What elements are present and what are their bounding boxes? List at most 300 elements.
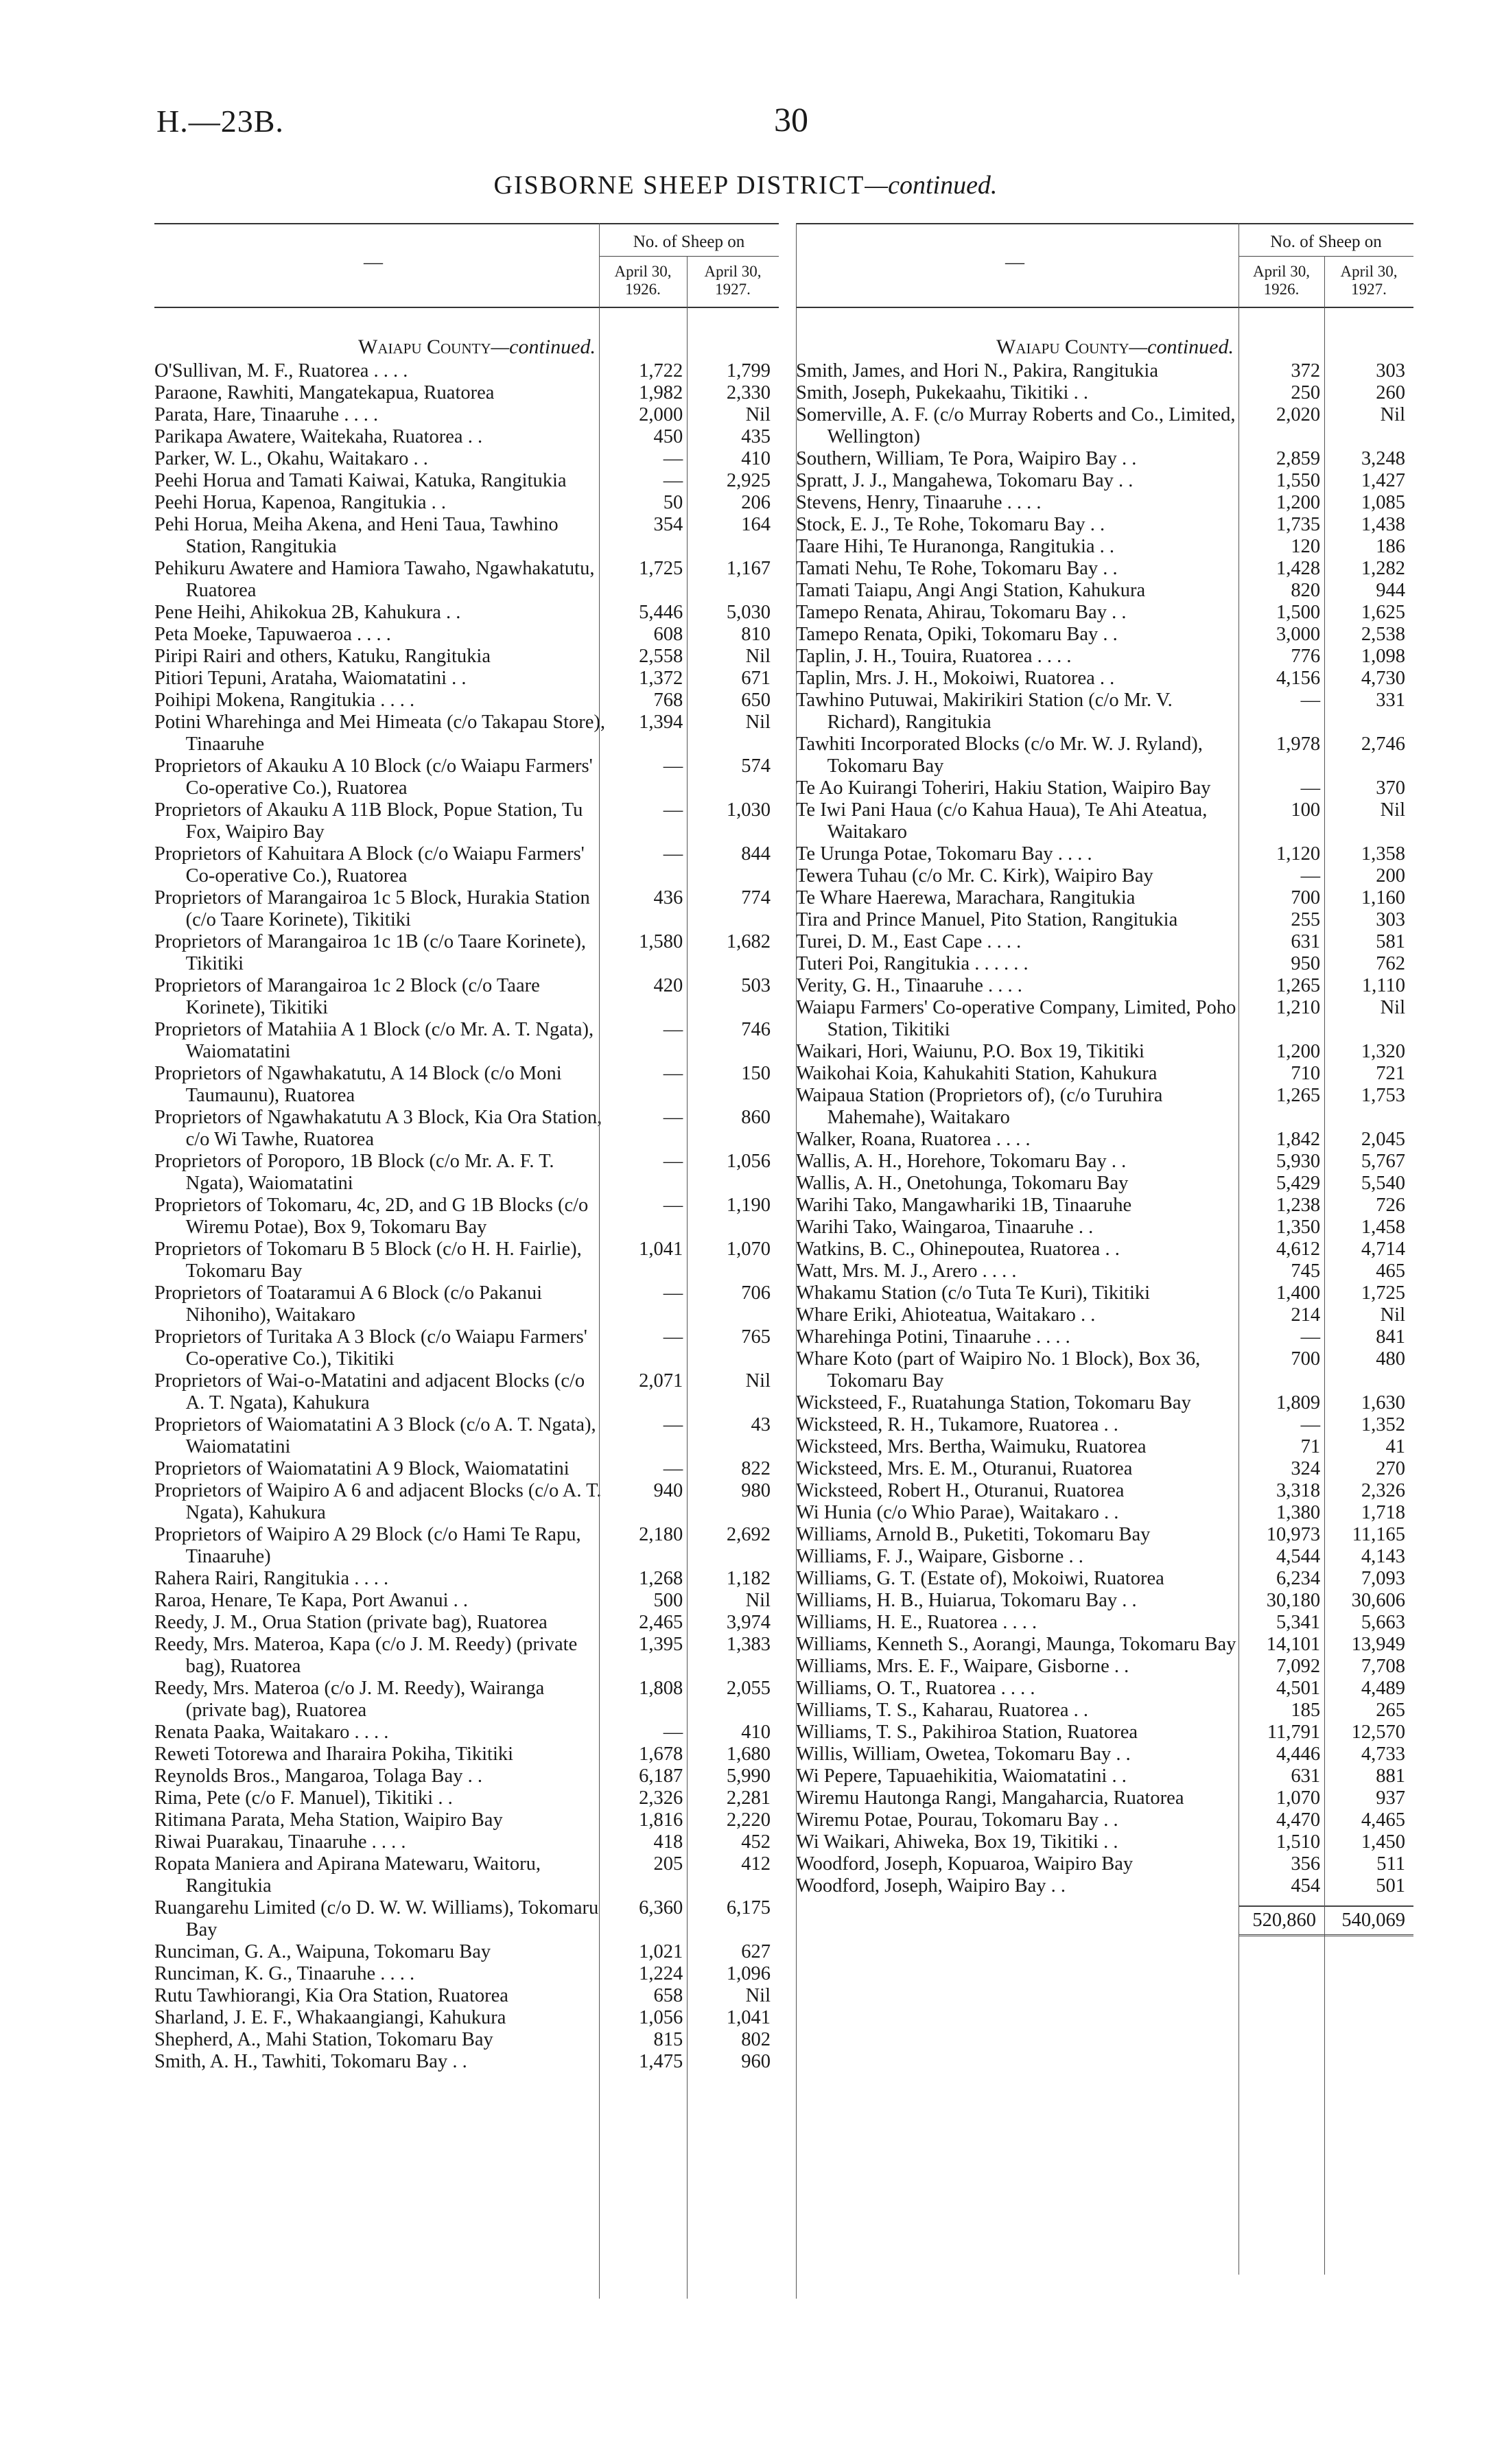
sheep-1927: 412 [741, 1853, 771, 1875]
sheep-1926: 1,978 [1276, 734, 1321, 755]
sheep-1926: — [663, 1282, 683, 1304]
table-row [796, 558, 1413, 580]
header-group-rule [599, 256, 779, 257]
table-row [796, 1853, 1413, 1875]
table-row [796, 360, 1413, 382]
table-row [154, 1897, 779, 1941]
sheep-1926: 1,809 [1276, 1392, 1321, 1413]
sheep-1927: 1,799 [726, 360, 771, 382]
table-row [154, 360, 779, 382]
sheep-1926: — [1300, 690, 1321, 711]
owner-name: Williams, T. S., Pakihiroa Station, Ruatorea [796, 1722, 1138, 1743]
table-row [796, 1063, 1413, 1085]
sheep-1926: 1,210 [1276, 997, 1321, 1018]
owner-name: Reynolds Bros., Mangaroa, Tolaga Bay . . [154, 1765, 482, 1787]
sheep-1927: 5,990 [726, 1765, 771, 1787]
owner-name: Pene Heihi, Ahikokua 2B, Kahukura . . [154, 602, 461, 623]
sheep-1926: 1,428 [1276, 558, 1321, 579]
sheep-1927: 841 [1376, 1326, 1405, 1348]
table-row [796, 1524, 1413, 1546]
left-rows [154, 360, 779, 2073]
table-row [796, 1546, 1413, 1568]
header-dash: — [1005, 252, 1024, 273]
sheep-1926: 1,265 [1276, 1085, 1321, 1106]
sheep-1926: 1,725 [639, 558, 683, 579]
sheep-1927: 270 [1376, 1458, 1405, 1479]
table-row [796, 799, 1413, 843]
table-row [154, 514, 779, 558]
sheep-1927: 410 [741, 448, 771, 469]
table-row [796, 1502, 1413, 1524]
sheep-1927: 164 [741, 514, 771, 535]
right-column [796, 223, 1413, 1936]
owner-name: Proprietors of Akauku A 10 Block (c/o Waiapu Farmers' Co-operative Co.), Ruatorea [154, 755, 593, 799]
owner-name: Proprietors of Wai-o-Matatini and adjacent Blocks (c/o A. T. Ngata), Kahukura [154, 1370, 585, 1413]
sheep-1926: 1,735 [1276, 514, 1321, 535]
owner-name: Pitiori Tepuni, Arataha, Waiomatatini . . [154, 668, 467, 689]
table-row [154, 1107, 779, 1151]
table-row [154, 2007, 779, 2029]
table-row [154, 646, 779, 668]
sheep-1926: 250 [1291, 382, 1321, 403]
owner-name: Southern, William, Te Pora, Waipiro Bay . . [796, 448, 1137, 469]
table-row [796, 1831, 1413, 1853]
table-row [796, 734, 1413, 777]
owner-name: Proprietors of Marangairoa 1c 2 Block (c/o Taare Korinete), Tikitiki [154, 975, 540, 1018]
sheep-1926: 454 [1291, 1875, 1321, 1897]
sheep-1926: — [1300, 777, 1321, 799]
table-row [796, 1590, 1413, 1612]
owner-name: O'Sullivan, M. F., Ruatorea . . . . [154, 360, 408, 382]
sheep-1926: 1,021 [639, 1941, 683, 1962]
owner-name: Wicksteed, R. H., Tukamore, Ruatorea . . [796, 1414, 1118, 1435]
table-row [796, 1392, 1413, 1414]
owner-name: Te Ao Kuirangi Toheriri, Hakiu Station, Waipiro Bay [796, 777, 1211, 799]
sheep-1927: 265 [1376, 1700, 1405, 1721]
sheep-1926: 2,859 [1276, 448, 1321, 469]
sheep-1927: 1,041 [726, 2007, 771, 2028]
table-row [796, 1875, 1413, 1897]
sheep-1926: 1,200 [1276, 1041, 1321, 1062]
sheep-1926: 1,070 [1276, 1787, 1321, 1809]
table-row [796, 1173, 1413, 1195]
document-reference: H.—23B. [156, 104, 284, 139]
owner-name: Tamati Taiapu, Angi Angi Station, Kahukura [796, 580, 1146, 601]
owner-name: Wharehinga Potini, Tinaaruhe . . . . [796, 1326, 1070, 1348]
sheep-1926: 940 [653, 1480, 683, 1501]
sheep-1927: 765 [741, 1326, 771, 1348]
sheep-1926: 631 [1291, 931, 1321, 952]
sheep-1926: 356 [1291, 1853, 1321, 1875]
sheep-1927: Nil [1380, 997, 1405, 1018]
sheep-1926: — [663, 1326, 683, 1348]
table-header [796, 224, 1413, 308]
owner-name: Wicksteed, Mrs. Bertha, Waimuku, Ruatorea [796, 1436, 1147, 1457]
column-divider [796, 223, 797, 2299]
sheep-1926: 745 [1291, 1260, 1321, 1282]
sheep-1926: 4,156 [1276, 668, 1321, 689]
sheep-1927: 3,248 [1361, 448, 1405, 469]
owner-name: Parikapa Awatere, Waitekaha, Ruatorea . . [154, 426, 483, 447]
sheep-1927: 1,438 [1361, 514, 1405, 535]
owner-name: Willis, William, Owetea, Tokomaru Bay . . [796, 1744, 1131, 1765]
owner-name: Parker, W. L., Okahu, Waitakaro . . [154, 448, 428, 469]
sheep-1926: — [663, 1458, 683, 1479]
owner-name: Peta Moeke, Tapuwaeroa . . . . [154, 624, 391, 645]
sheep-1926: 1,200 [1276, 492, 1321, 513]
sheep-1926: 6,234 [1276, 1568, 1321, 1589]
sheep-1926: 1,238 [1276, 1195, 1321, 1216]
table-row [796, 1656, 1413, 1678]
sheep-1926: 1,808 [639, 1678, 683, 1699]
table-row [796, 1217, 1413, 1239]
owner-name: Spratt, J. J., Mangahewa, Tokomaru Bay . . [796, 470, 1134, 491]
table-row [796, 404, 1413, 448]
table-row [154, 1941, 779, 1963]
sheep-1927: 41 [1385, 1436, 1405, 1457]
sheep-1927: 2,055 [726, 1678, 771, 1699]
table-row [154, 1524, 779, 1568]
table-row [796, 843, 1413, 865]
sheep-1927: 2,925 [726, 470, 771, 491]
header-col-1926: April 30, 1926. [1252, 263, 1311, 298]
table-row [154, 2029, 779, 2051]
sheep-1926: 1,394 [639, 712, 683, 733]
sheep-1926: 1,550 [1276, 470, 1321, 491]
owner-name: Williams, F. J., Waipare, Gisborne . . [796, 1546, 1083, 1567]
owner-name: Tamati Nehu, Te Rohe, Tokomaru Bay . . [796, 558, 1118, 579]
owner-name: Smith, James, and Hori N., Pakira, Rangitukia [796, 360, 1158, 382]
sheep-1926: — [663, 1195, 683, 1216]
owner-name: Woodford, Joseph, Kopuaroa, Waipiro Bay [796, 1853, 1134, 1875]
sheep-1926: 1,395 [639, 1634, 683, 1655]
owner-name: Reedy, J. M., Orua Station (private bag), Ruatorea [154, 1612, 548, 1633]
sheep-1927: 860 [741, 1107, 771, 1128]
owner-name: Tawhiti Incorporated Blocks (c/o Mr. W. J. Ryland), Tokomaru Bay [796, 734, 1203, 777]
table-row [154, 712, 779, 755]
table-row [796, 931, 1413, 953]
sheep-1926: 10,973 [1266, 1524, 1321, 1545]
sheep-1927: Nil [745, 646, 771, 667]
owner-name: Proprietors of Waipiro A 6 and adjacent Blocks (c/o A. T. Ngata), Kahukura [154, 1480, 602, 1523]
page-number: 30 [774, 100, 808, 139]
sheep-1927: 206 [741, 492, 771, 513]
table-row [796, 1326, 1413, 1348]
sheep-1926: 1,816 [639, 1809, 683, 1831]
sheep-1927: 503 [741, 975, 771, 996]
sheep-1927: 1,096 [726, 1963, 771, 1984]
owner-name: Taare Hihi, Te Huranonga, Rangitukia . . [796, 536, 1115, 557]
title-main: GISBORNE SHEEP DISTRICT [493, 171, 865, 200]
sheep-1927: 726 [1376, 1195, 1405, 1216]
sheep-1927: 200 [1376, 865, 1405, 887]
sheep-1927: 43 [751, 1414, 771, 1435]
sheep-1926: 1,224 [639, 1963, 683, 1984]
sheep-1927: 370 [1376, 777, 1405, 799]
table-row [796, 580, 1413, 602]
sheep-1926: 768 [653, 690, 683, 711]
sheep-1926: 2,180 [639, 1524, 683, 1545]
sheep-1927: 2,326 [1361, 1480, 1405, 1501]
sheep-1927: 2,281 [726, 1787, 771, 1809]
sheep-1927: 881 [1376, 1765, 1405, 1787]
sheep-1926: 658 [653, 1985, 683, 2006]
owner-name: Taplin, Mrs. J. H., Mokoiwi, Ruatorea . . [796, 668, 1115, 689]
sheep-1927: 774 [741, 887, 771, 908]
table-row [796, 1041, 1413, 1063]
sheep-1926: 4,470 [1276, 1809, 1321, 1831]
table-row [154, 975, 779, 1019]
table-row [796, 777, 1413, 799]
sheep-1927: 1,753 [1361, 1085, 1405, 1106]
sheep-1927: 5,663 [1361, 1612, 1405, 1633]
owner-name: Williams, H. B., Huiarua, Tokomaru Bay . . [796, 1590, 1137, 1611]
table-row [154, 1678, 779, 1722]
owner-name: Peehi Horua and Tamati Kaiwai, Katuka, Rangitukia [154, 470, 567, 491]
table-row [154, 1239, 779, 1282]
sheep-1926: 1,475 [639, 2051, 683, 2072]
sheep-1926: 11,791 [1267, 1722, 1321, 1743]
sheep-1927: 2,045 [1361, 1129, 1405, 1150]
sheep-1927: Nil [745, 712, 771, 733]
sheep-1927: 2,692 [726, 1524, 771, 1545]
table-row [796, 492, 1413, 514]
header-col-1927: April 30, 1927. [704, 263, 762, 298]
sheep-1927: Nil [745, 1985, 771, 2006]
header-group-label: No. of Sheep on [1270, 233, 1382, 251]
sheep-1926: — [663, 755, 683, 777]
owner-name: Raroa, Henare, Te Kapa, Port Awanui . . [154, 1590, 469, 1611]
sheep-1926: 1,580 [639, 931, 683, 952]
sheep-1926: 631 [1291, 1765, 1321, 1787]
sheep-1927: 627 [741, 1941, 771, 1962]
table-row [796, 536, 1413, 558]
owner-name: Waipaua Station (Proprietors of), (c/o Turuhira Mahemahe), Waitakaro [796, 1085, 1163, 1128]
owner-name: Wi Pepere, Tapuaehikitia, Waiomatatini . . [796, 1765, 1127, 1787]
sheep-1927: 3,974 [726, 1612, 771, 1633]
sheep-1926: 418 [653, 1831, 683, 1853]
owner-name: Turei, D. M., East Cape . . . . [796, 931, 1022, 952]
table-row [154, 1414, 779, 1458]
owner-name: Poihipi Mokena, Rangitukia . . . . [154, 690, 415, 711]
sheep-1927: 1,458 [1361, 1217, 1405, 1238]
table-row [796, 909, 1413, 931]
table-row [796, 1304, 1413, 1326]
sheep-1926: — [663, 1722, 683, 1743]
sheep-1926: 2,020 [1276, 404, 1321, 425]
owner-name: Verity, G. H., Tinaaruhe . . . . [796, 975, 1022, 996]
table-row [154, 1612, 779, 1634]
sheep-1927: 1,070 [726, 1239, 771, 1260]
sheep-1927: 1,056 [726, 1151, 771, 1172]
sheep-1926: 1,842 [1276, 1129, 1321, 1150]
header-dash: — [364, 252, 383, 273]
sheep-1927: 944 [1376, 580, 1405, 601]
column-divider [1324, 256, 1325, 2275]
owner-name: Waiapu Farmers' Co-operative Company, Limited, Poho Station, Tikitiki [796, 997, 1236, 1040]
table-row [154, 755, 779, 799]
sheep-1927: 30,606 [1351, 1590, 1405, 1611]
owner-name: Somerville, A. F. (c/o Murray Roberts and Co., Limited, Wellington) [796, 404, 1236, 447]
owner-name: Proprietors of Ngawhakatutu, A 14 Block (c/o Moni Taumaunu), Ruatorea [154, 1063, 562, 1106]
sheep-1927: 844 [741, 843, 771, 865]
sheep-1927: Nil [1380, 799, 1405, 821]
sheep-1926: — [663, 843, 683, 865]
sheep-1927: 746 [741, 1019, 771, 1040]
owner-name: Proprietors of Toataramui A 6 Block (c/o Pakanui Nihoniho), Waitakaro [154, 1282, 543, 1326]
owner-name: Proprietors of Ngawhakatutu A 3 Block, Kia Ora Station, c/o Wi Tawhe, Ruatorea [154, 1107, 602, 1150]
owner-name: Peehi Horua, Kapenoa, Rangitukia . . [154, 492, 447, 513]
owner-name: Renata Paaka, Waitakaro . . . . [154, 1722, 389, 1743]
owner-name: Reedy, Mrs. Materoa (c/o J. M. Reedy), Wairanga (private bag), Ruatorea [154, 1678, 545, 1721]
table-row [796, 1700, 1413, 1722]
header-group-rule [1238, 256, 1413, 257]
sheep-1926: 1,510 [1276, 1831, 1321, 1853]
owner-name: Williams, H. E., Ruatorea . . . . [796, 1612, 1037, 1633]
sheep-1926: 2,326 [639, 1787, 683, 1809]
sheep-1926: 1,120 [1276, 843, 1321, 865]
sheep-1927: 822 [741, 1458, 771, 1479]
sheep-1927: 671 [741, 668, 771, 689]
sheep-1927: Nil [745, 1590, 771, 1611]
sheep-1926: 1,678 [639, 1744, 683, 1765]
owner-name: Pehi Horua, Meiha Akena, and Heni Taua, Tawhino Station, Rangitukia [154, 514, 559, 557]
table-row [796, 382, 1413, 404]
sheep-1926: 4,501 [1276, 1678, 1321, 1699]
table-row [154, 1634, 779, 1678]
sheep-1926: 2,071 [639, 1370, 683, 1392]
sheep-1927: 1,725 [1361, 1282, 1405, 1304]
table-row [154, 1063, 779, 1107]
table-row [154, 1282, 779, 1326]
sheep-1927: 4,489 [1361, 1678, 1405, 1699]
owner-name: Runciman, K. G., Tinaaruhe . . . . [154, 1963, 415, 1984]
sheep-1926: 214 [1291, 1304, 1321, 1326]
owner-name: Rima, Pete (c/o F. Manuel), Tikitiki . . [154, 1787, 453, 1809]
table-row [796, 448, 1413, 470]
sheep-1927: 501 [1376, 1875, 1405, 1897]
totals-row [796, 1905, 1413, 1936]
sheep-1926: 100 [1291, 799, 1321, 821]
table-header [154, 224, 779, 308]
table-row [154, 1809, 779, 1831]
sheep-1927: 1,030 [726, 799, 771, 821]
table-row [796, 1678, 1413, 1700]
table-row [796, 646, 1413, 668]
sheep-1926: 5,446 [639, 602, 683, 623]
sheep-1927: 6,175 [726, 1897, 771, 1919]
owner-name: Williams, O. T., Ruatorea . . . . [796, 1678, 1035, 1699]
table-row [796, 1282, 1413, 1304]
owner-name: Reedy, Mrs. Materoa, Kapa (c/o J. M. Reedy) (private bag), Ruatorea [154, 1634, 578, 1677]
table-row [796, 1787, 1413, 1809]
sheep-1926: — [663, 1063, 683, 1084]
sheep-1926: 1,400 [1276, 1282, 1321, 1304]
sheep-1926: 1,350 [1276, 1217, 1321, 1238]
sheep-1927: Nil [745, 1370, 771, 1392]
owner-name: Ropata Maniera and Apirana Matewaru, Waitoru, Rangitukia [154, 1853, 541, 1897]
sheep-1926: 2,465 [639, 1612, 683, 1633]
table-row [154, 668, 779, 690]
header-col-1926: April 30, 1926. [614, 263, 672, 298]
owner-name: Te Whare Haerewa, Marachara, Rangitukia [796, 887, 1136, 908]
sheep-1926: — [663, 1414, 683, 1435]
table-row [154, 2051, 779, 2073]
table-row [154, 1480, 779, 1524]
sheep-1927: 7,093 [1361, 1568, 1405, 1589]
owner-name: Proprietors of Waiomatatini A 3 Block (c/o A. T. Ngata), Waiomatatini [154, 1414, 596, 1457]
owner-name: Te Urunga Potae, Tokomaru Bay . . . . [796, 843, 1092, 865]
table-row [154, 1195, 779, 1239]
table-row [154, 887, 779, 931]
sheep-1927: 4,714 [1361, 1239, 1405, 1260]
table-row [796, 1568, 1413, 1590]
sheep-1926: — [663, 1151, 683, 1172]
owner-name: Williams, G. T. (Estate of), Mokoiwi, Ruatorea [796, 1568, 1164, 1589]
table-row [796, 668, 1413, 690]
table-row [154, 1985, 779, 2007]
sheep-1926: 4,612 [1276, 1239, 1321, 1260]
sheep-1927: 480 [1376, 1348, 1405, 1370]
sheep-1926: 1,722 [639, 360, 683, 382]
sheep-1926: 3,318 [1276, 1480, 1321, 1501]
header-group-label: No. of Sheep on [633, 233, 745, 251]
table-row [154, 1151, 779, 1195]
table-row [154, 1568, 779, 1590]
table-row [796, 470, 1413, 492]
owner-name: Wicksteed, Mrs. E. M., Oturanui, Ruatorea [796, 1458, 1133, 1479]
sheep-1927: 303 [1376, 360, 1405, 382]
sheep-1927: 186 [1376, 536, 1405, 557]
owner-name: Te Iwi Pani Haua (c/o Kahua Haua), Te Ahi Ateatua, Waitakaro [796, 799, 1208, 843]
table-row [154, 1370, 779, 1414]
sheep-1926: — [663, 470, 683, 491]
owner-name: Wallis, A. H., Horehore, Tokomaru Bay . . [796, 1151, 1127, 1172]
owner-name: Sharland, J. E. F., Whakaangiangi, Kahukura [154, 2007, 506, 2028]
owner-name: Runciman, G. A., Waipuna, Tokomaru Bay [154, 1941, 491, 1962]
right-rows [796, 360, 1413, 1897]
table-row [796, 1260, 1413, 1282]
owner-name: Taplin, J. H., Touira, Ruatorea . . . . [796, 646, 1072, 667]
sheep-1927: 581 [1376, 931, 1405, 952]
page-title [0, 170, 1491, 200]
table-row [154, 1765, 779, 1787]
table-row [154, 1744, 779, 1765]
sheep-1926: 500 [653, 1590, 683, 1611]
sheep-1927: 1,682 [726, 931, 771, 952]
owner-name: Parata, Hare, Tinaaruhe . . . . [154, 404, 379, 425]
sheep-1927: 465 [1376, 1260, 1405, 1282]
owner-name: Wi Hunia (c/o Whio Parae), Waitakaro . . [796, 1502, 1119, 1523]
owner-name: Tawhino Putuwai, Makirikiri Station (c/o Mr. V. Richard), Rangitukia [796, 690, 1173, 733]
table-row [796, 1195, 1413, 1217]
sheep-1926: 820 [1291, 580, 1321, 601]
sheep-1927: Nil [1380, 1304, 1405, 1326]
table-row [796, 1809, 1413, 1831]
sheep-1927: 1,182 [726, 1568, 771, 1589]
sheep-1927: 650 [741, 690, 771, 711]
owner-name: Warihi Tako, Mangawhariki 1B, Tinaaruhe [796, 1195, 1132, 1216]
table-row [154, 690, 779, 712]
sheep-1927: 4,730 [1361, 668, 1405, 689]
sheep-1926: 2,558 [639, 646, 683, 667]
sheep-1926: — [663, 448, 683, 469]
sheep-1927: 706 [741, 1282, 771, 1304]
sheep-1926: 6,360 [639, 1897, 683, 1919]
owner-name: Proprietors of Tokomaru, 4c, 2D, and G 1B Blocks (c/o Wiremu Potae), Box 9, Tokomaru Bay [154, 1195, 589, 1238]
table-row [796, 865, 1413, 887]
sheep-1926: 4,544 [1276, 1546, 1321, 1567]
